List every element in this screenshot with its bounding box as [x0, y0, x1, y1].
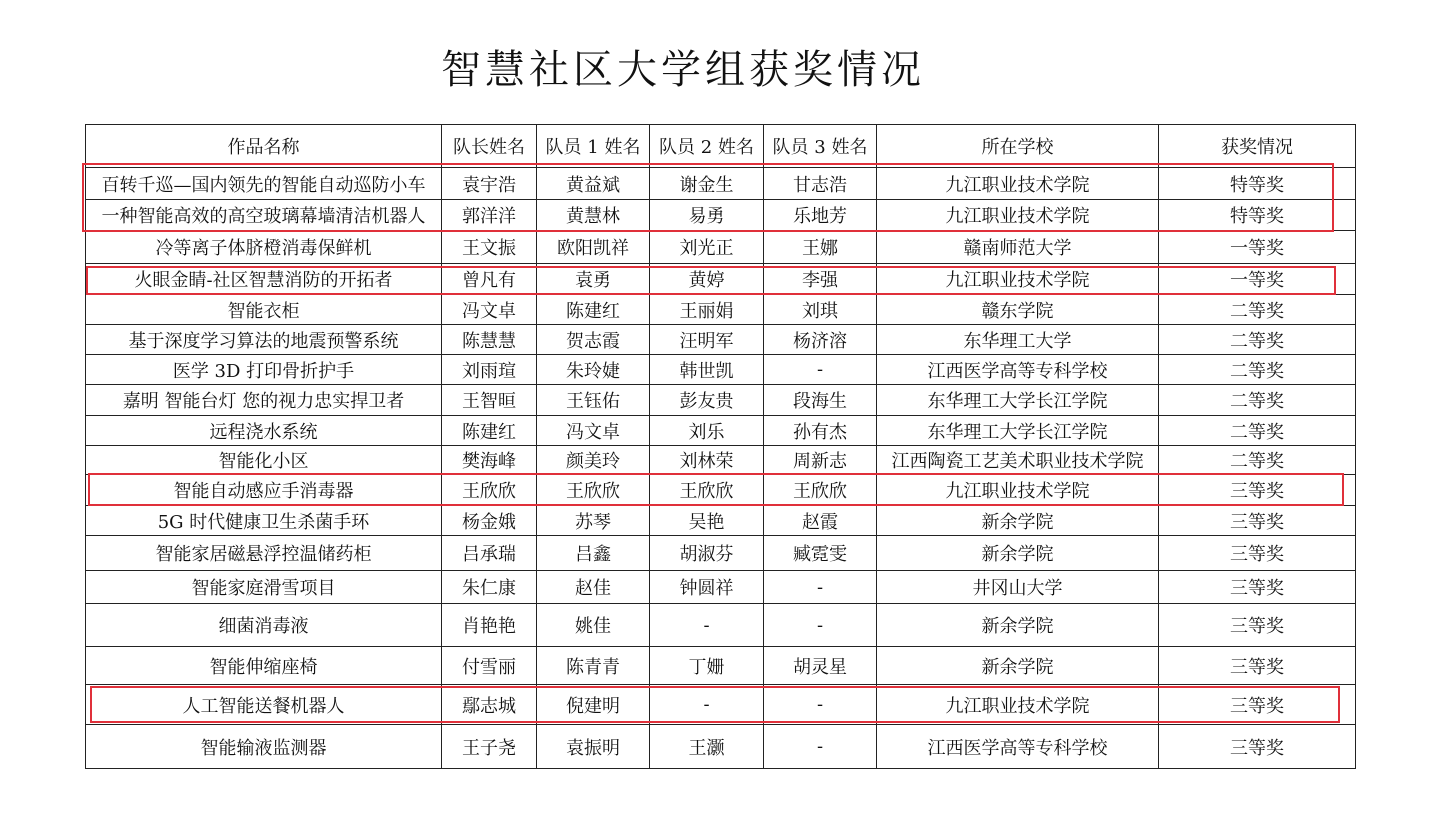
cell-project-name: 智能家庭滑雪项目: [86, 571, 442, 604]
table-row: [86, 385, 1356, 416]
table-row: [86, 604, 1356, 647]
cell-award: 二等奖: [1159, 416, 1356, 446]
cell-school: 江西陶瓷工艺美术职业技术学院: [877, 446, 1159, 475]
cell-member-2: 王欣欣: [650, 475, 764, 506]
table-row: [86, 355, 1356, 385]
cell-member-3: 乐地芳: [764, 200, 877, 231]
cell-school: 新余学院: [877, 604, 1159, 647]
cell-award: 三等奖: [1159, 725, 1356, 769]
cell-captain: 樊海峰: [442, 446, 537, 475]
cell-member-3: 杨济溶: [764, 325, 877, 355]
cell-project-name: 百转千巡—国内领先的智能自动巡防小车: [86, 168, 442, 200]
cell-member-1: 陈建红: [537, 295, 650, 325]
cell-member-3: 孙有杰: [764, 416, 877, 446]
cell-member-2: 王丽娟: [650, 295, 764, 325]
table-row: [86, 536, 1356, 571]
cell-member-2: 王灏: [650, 725, 764, 769]
cell-project-name: 智能伸缩座椅: [86, 647, 442, 685]
cell-member-2: 丁姗: [650, 647, 764, 685]
cell-member-1: 倪建明: [537, 685, 650, 725]
cell-project-name: 细菌消毒液: [86, 604, 442, 647]
cell-project-name: 火眼金睛-社区智慧消防的开拓者: [86, 264, 442, 295]
cell-project-name: 人工智能送餐机器人: [86, 685, 442, 725]
cell-award: 三等奖: [1159, 506, 1356, 536]
cell-school: 赣东学院: [877, 295, 1159, 325]
table-row: [86, 231, 1356, 264]
cell-project-name: 智能自动感应手消毒器: [86, 475, 442, 506]
cell-member-2: 胡淑芬: [650, 536, 764, 571]
cell-project-name: 冷等离子体脐橙消毒保鲜机: [86, 231, 442, 264]
cell-member-2: 吴艳: [650, 506, 764, 536]
table-body: [86, 168, 1356, 769]
cell-member-2: 汪明军: [650, 325, 764, 355]
cell-member-1: 黄益斌: [537, 168, 650, 200]
cell-captain: 郭洋洋: [442, 200, 537, 231]
table-row: [86, 685, 1356, 725]
cell-captain: 王欣欣: [442, 475, 537, 506]
cell-member-3: 王娜: [764, 231, 877, 264]
cell-school: 九江职业技术学院: [877, 168, 1159, 200]
cell-project-name: 智能家居磁悬浮控温储药柜: [86, 536, 442, 571]
cell-captain: 王文振: [442, 231, 537, 264]
column-header: 队员 1 姓名: [537, 125, 650, 168]
cell-award: 一等奖: [1159, 231, 1356, 264]
cell-award: 二等奖: [1159, 446, 1356, 475]
cell-member-3: -: [764, 604, 877, 647]
cell-project-name: 5G 时代健康卫生杀菌手环: [86, 506, 442, 536]
cell-award: 二等奖: [1159, 355, 1356, 385]
cell-award: 特等奖: [1159, 168, 1356, 200]
cell-member-1: 王钰佑: [537, 385, 650, 416]
awards-table: [85, 124, 1356, 769]
cell-member-1: 吕鑫: [537, 536, 650, 571]
cell-member-1: 欧阳凯祥: [537, 231, 650, 264]
cell-captain: 陈慧慧: [442, 325, 537, 355]
table-row: [86, 647, 1356, 685]
cell-member-3: 胡灵星: [764, 647, 877, 685]
cell-award: 三等奖: [1159, 685, 1356, 725]
cell-award: 三等奖: [1159, 475, 1356, 506]
cell-member-1: 冯文卓: [537, 416, 650, 446]
cell-member-2: -: [650, 604, 764, 647]
table-row: [86, 168, 1356, 200]
cell-captain: 曾凡有: [442, 264, 537, 295]
cell-school: 九江职业技术学院: [877, 475, 1159, 506]
cell-school: 井冈山大学: [877, 571, 1159, 604]
cell-member-1: 赵佳: [537, 571, 650, 604]
cell-school: 东华理工大学长江学院: [877, 416, 1159, 446]
cell-school: 新余学院: [877, 536, 1159, 571]
table-row: [86, 506, 1356, 536]
column-header: 作品名称: [86, 125, 442, 168]
cell-member-3: 臧霓雯: [764, 536, 877, 571]
page-title: 智慧社区大学组获奖情况: [441, 47, 925, 93]
cell-school: 九江职业技术学院: [877, 200, 1159, 231]
table-row: [86, 200, 1356, 231]
cell-member-1: 姚佳: [537, 604, 650, 647]
cell-member-1: 苏琴: [537, 506, 650, 536]
cell-member-2: 韩世凯: [650, 355, 764, 385]
cell-award: 三等奖: [1159, 571, 1356, 604]
cell-captain: 冯文卓: [442, 295, 537, 325]
cell-school: 新余学院: [877, 506, 1159, 536]
cell-captain: 王子尧: [442, 725, 537, 769]
cell-member-1: 袁勇: [537, 264, 650, 295]
cell-school: 东华理工大学长江学院: [877, 385, 1159, 416]
cell-project-name: 基于深度学习算法的地震预警系统: [86, 325, 442, 355]
cell-member-3: -: [764, 571, 877, 604]
cell-captain: 肖艳艳: [442, 604, 537, 647]
cell-member-1: 陈青青: [537, 647, 650, 685]
cell-member-3: 周新志: [764, 446, 877, 475]
cell-project-name: 智能衣柜: [86, 295, 442, 325]
cell-captain: 吕承瑞: [442, 536, 537, 571]
cell-member-2: 钟圆祥: [650, 571, 764, 604]
cell-award: 二等奖: [1159, 385, 1356, 416]
cell-member-3: -: [764, 685, 877, 725]
cell-captain: 袁宇浩: [442, 168, 537, 200]
cell-school: 九江职业技术学院: [877, 685, 1159, 725]
cell-award: 一等奖: [1159, 264, 1356, 295]
cell-project-name: 智能输液监测器: [86, 725, 442, 769]
table-row: [86, 416, 1356, 446]
cell-member-3: -: [764, 725, 877, 769]
cell-project-name: 嘉明 智能台灯 您的视力忠实捍卫者: [86, 385, 442, 416]
table-row: [86, 325, 1356, 355]
cell-project-name: 一种智能高效的高空玻璃幕墙清洁机器人: [86, 200, 442, 231]
cell-member-2: 易勇: [650, 200, 764, 231]
cell-project-name: 医学 3D 打印骨折护手: [86, 355, 442, 385]
cell-award: 特等奖: [1159, 200, 1356, 231]
cell-school: 东华理工大学: [877, 325, 1159, 355]
cell-project-name: 智能化小区: [86, 446, 442, 475]
cell-award: 二等奖: [1159, 325, 1356, 355]
cell-school: 新余学院: [877, 647, 1159, 685]
cell-captain: 杨金娥: [442, 506, 537, 536]
cell-captain: 付雪丽: [442, 647, 537, 685]
cell-member-1: 袁振明: [537, 725, 650, 769]
cell-member-1: 王欣欣: [537, 475, 650, 506]
cell-captain: 王智晅: [442, 385, 537, 416]
cell-member-2: 谢金生: [650, 168, 764, 200]
cell-member-2: 刘乐: [650, 416, 764, 446]
table-row: [86, 571, 1356, 604]
cell-award: 三等奖: [1159, 536, 1356, 571]
table-row: [86, 475, 1356, 506]
cell-school: 江西医学高等专科学校: [877, 355, 1159, 385]
cell-award: 三等奖: [1159, 604, 1356, 647]
cell-member-3: 甘志浩: [764, 168, 877, 200]
column-header: 队员 2 姓名: [650, 125, 764, 168]
cell-captain: 刘雨瑄: [442, 355, 537, 385]
cell-award: 三等奖: [1159, 647, 1356, 685]
cell-member-3: 李强: [764, 264, 877, 295]
table-row: [86, 295, 1356, 325]
column-header: 队长姓名: [442, 125, 537, 168]
cell-member-2: -: [650, 685, 764, 725]
cell-member-3: 赵霞: [764, 506, 877, 536]
cell-member-1: 朱玲婕: [537, 355, 650, 385]
cell-member-1: 黄慧林: [537, 200, 650, 231]
cell-captain: 朱仁康: [442, 571, 537, 604]
cell-member-2: 刘光正: [650, 231, 764, 264]
cell-member-2: 彭友贵: [650, 385, 764, 416]
cell-member-2: 刘林荣: [650, 446, 764, 475]
cell-member-3: -: [764, 355, 877, 385]
column-header: 队员 3 姓名: [764, 125, 877, 168]
cell-member-3: 王欣欣: [764, 475, 877, 506]
cell-captain: 陈建红: [442, 416, 537, 446]
table-header-row: [86, 125, 1356, 168]
cell-member-3: 段海生: [764, 385, 877, 416]
cell-member-3: 刘琪: [764, 295, 877, 325]
cell-project-name: 远程浇水系统: [86, 416, 442, 446]
column-header: 获奖情况: [1159, 125, 1356, 168]
cell-school: 江西医学高等专科学校: [877, 725, 1159, 769]
cell-captain: 鄢志城: [442, 685, 537, 725]
table-row: [86, 264, 1356, 295]
table-row: [86, 446, 1356, 475]
table-row: [86, 725, 1356, 769]
column-header: 所在学校: [877, 125, 1159, 168]
cell-school: 赣南师范大学: [877, 231, 1159, 264]
cell-member-2: 黄婷: [650, 264, 764, 295]
cell-member-1: 颜美玲: [537, 446, 650, 475]
cell-award: 二等奖: [1159, 295, 1356, 325]
cell-member-1: 贺志霞: [537, 325, 650, 355]
cell-school: 九江职业技术学院: [877, 264, 1159, 295]
